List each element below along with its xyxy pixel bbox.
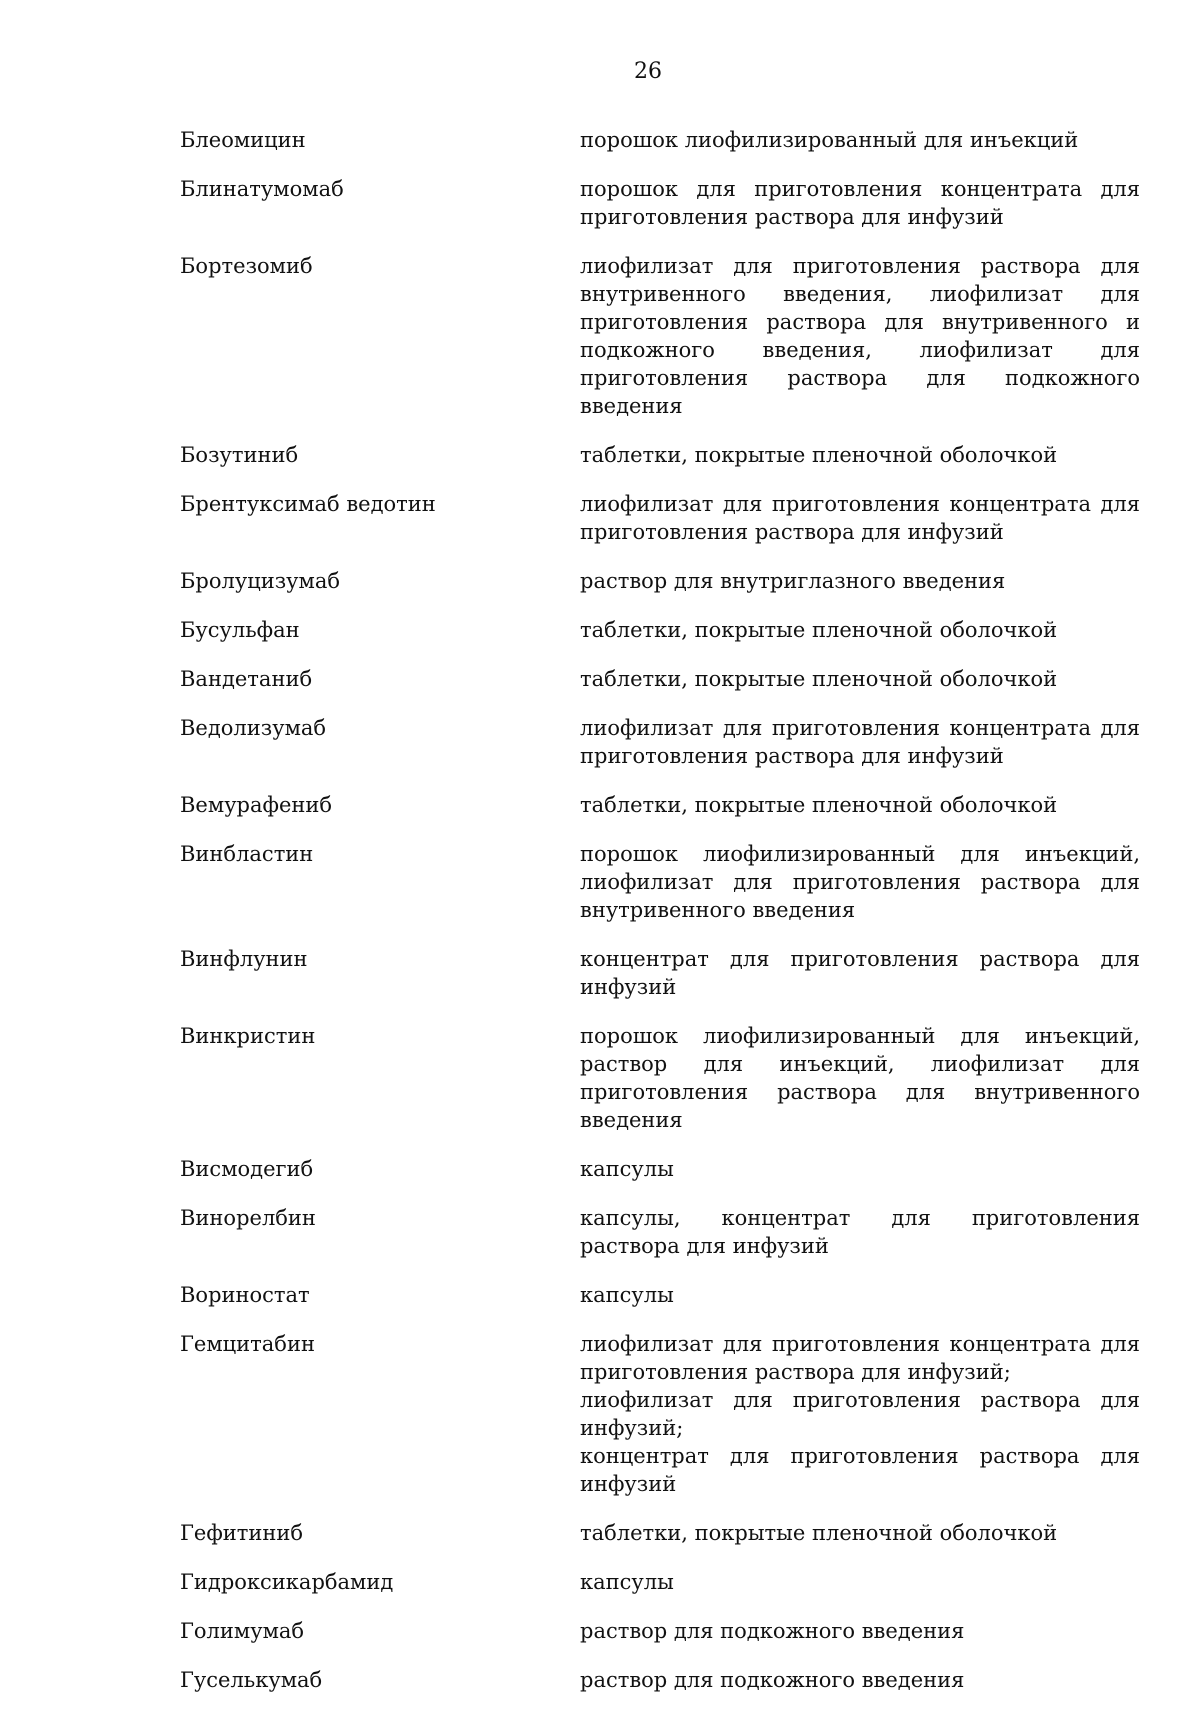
list-item bbox=[180, 490, 1140, 546]
dosage-form: раствор для подкожного введения bbox=[580, 1619, 965, 1643]
list-item bbox=[180, 945, 1140, 1001]
dosage-form: таблетки, покрытые пленочной оболочкой bbox=[580, 443, 1058, 467]
dosage-form: таблетки, покрытые пленочной оболочкой bbox=[580, 1521, 1058, 1545]
page-number: 26 bbox=[634, 59, 662, 84]
drug-name: Гидроксикарбамид bbox=[180, 1570, 394, 1594]
drug-name: Голимумаб bbox=[180, 1619, 305, 1643]
drug-name: Вориностат bbox=[180, 1283, 310, 1307]
list-item bbox=[180, 1155, 1140, 1183]
dosage-form: лиофилизат для приготовления концентрата для приготовления раствора для инфузий bbox=[580, 716, 1140, 768]
dosage-form: раствор для подкожного введения bbox=[580, 1668, 965, 1692]
list-item bbox=[180, 1617, 1140, 1645]
drug-name: Блеомицин bbox=[180, 128, 306, 152]
list-item bbox=[180, 1022, 1140, 1134]
dosage-form: раствор для внутриглазного введения bbox=[580, 569, 1006, 593]
list-item bbox=[180, 252, 1140, 420]
drug-name: Бусульфан bbox=[180, 618, 300, 642]
drug-name: Бозутиниб bbox=[180, 443, 299, 467]
drug-name: Вемурафениб bbox=[180, 793, 333, 817]
list-item bbox=[180, 567, 1140, 595]
dosage-form: концентрат для приготовления раствора для инфузий bbox=[580, 947, 1140, 999]
drug-name: Бролуцизумаб bbox=[180, 569, 341, 593]
drug-name: Винфлунин bbox=[180, 947, 308, 971]
dosage-form: лиофилизат для приготовления концентрата для приготовления раствора для инфузий; лиофилизат для приготовления раствора для инфузий; концентрат для приготовления раствора для инфузий bbox=[580, 1332, 1140, 1496]
list-item bbox=[180, 1666, 1140, 1694]
drug-name: Гуселькумаб bbox=[180, 1668, 323, 1692]
list-item bbox=[180, 840, 1140, 924]
list-item bbox=[180, 1204, 1140, 1260]
dosage-form: порошок лиофилизированный для инъекций, лиофилизат для приготовления раствора для внутривенного введения bbox=[580, 842, 1140, 922]
list-item bbox=[180, 1519, 1140, 1547]
drug-name: Винкристин bbox=[180, 1024, 316, 1048]
drug-name: Блинатумомаб bbox=[180, 177, 344, 201]
drug-list bbox=[180, 126, 1140, 1715]
drug-name: Гемцитабин bbox=[180, 1332, 315, 1356]
dosage-form: порошок лиофилизированный для инъекций, раствор для инъекций, лиофилизат для приготовления раствора для внутривенного введения bbox=[580, 1024, 1140, 1132]
list-item bbox=[180, 616, 1140, 644]
list-item bbox=[180, 441, 1140, 469]
dosage-form: таблетки, покрытые пленочной оболочкой bbox=[580, 618, 1058, 642]
dosage-form: лиофилизат для приготовления раствора для внутривенного введения, лиофилизат для приготовления раствора для внутривенного и подкожного введения, лиофилизат для приготовления раствора для подкожного введения bbox=[580, 254, 1140, 418]
dosage-form: лиофилизат для приготовления концентрата для приготовления раствора для инфузий bbox=[580, 492, 1140, 544]
list-item bbox=[180, 665, 1140, 693]
list-item bbox=[180, 1568, 1140, 1596]
list-item bbox=[180, 126, 1140, 154]
drug-name: Винорелбин bbox=[180, 1206, 316, 1230]
list-item bbox=[180, 175, 1140, 231]
drug-name: Винбластин bbox=[180, 842, 314, 866]
list-item bbox=[180, 1281, 1140, 1309]
drug-name: Бортезомиб bbox=[180, 254, 313, 278]
drug-name: Брентуксимаб ведотин bbox=[180, 492, 436, 516]
dosage-form: капсулы bbox=[580, 1570, 674, 1594]
drug-name: Висмодегиб bbox=[180, 1157, 314, 1181]
list-item bbox=[180, 791, 1140, 819]
list-item bbox=[180, 1330, 1140, 1498]
list-item bbox=[180, 714, 1140, 770]
dosage-form: капсулы bbox=[580, 1283, 674, 1307]
dosage-form: капсулы bbox=[580, 1157, 674, 1181]
drug-name: Ведолизумаб bbox=[180, 716, 327, 740]
dosage-form: капсулы, концентрат для приготовления раствора для инфузий bbox=[580, 1206, 1140, 1258]
drug-name: Гефитиниб bbox=[180, 1521, 304, 1545]
dosage-form: порошок для приготовления концентрата для приготовления раствора для инфузий bbox=[580, 177, 1140, 229]
drug-name: Вандетаниб bbox=[180, 667, 313, 691]
dosage-form: таблетки, покрытые пленочной оболочкой bbox=[580, 667, 1058, 691]
dosage-form: порошок лиофилизированный для инъекций bbox=[580, 128, 1079, 152]
dosage-form: таблетки, покрытые пленочной оболочкой bbox=[580, 793, 1058, 817]
